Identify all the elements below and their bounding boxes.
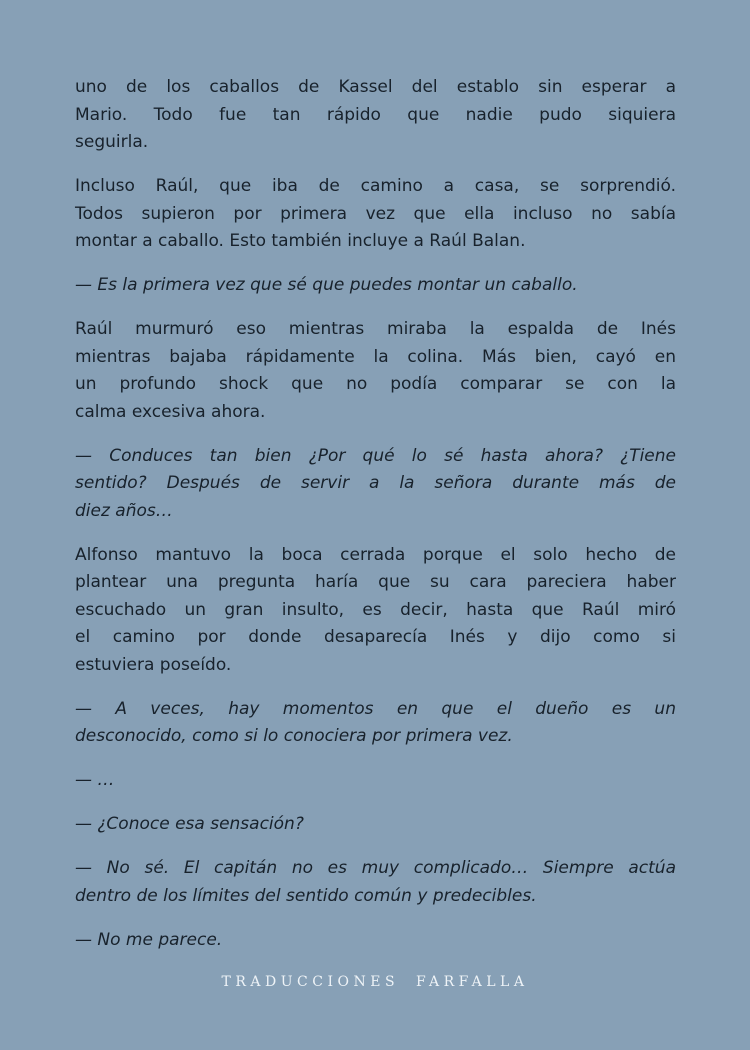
text-line: Mario. Todo fue tan rápido que nadie pudo siquiera <box>75 104 676 125</box>
text-line: escuchado un gran insulto, es decir, hasta que Raúl miró <box>75 599 676 620</box>
text-line: Todos supieron por primera vez que ella incluso no sabía <box>75 203 676 224</box>
publisher-footer: TRADUCCIONES FARFALLA <box>221 974 529 990</box>
narration-paragraph <box>75 316 676 426</box>
dialogue-paragraph <box>75 855 676 910</box>
text-line: — No sé. El capitán no es muy complicado… Siempre actúa <box>75 858 676 878</box>
text-line: — No me parece. <box>75 929 223 950</box>
text-line: dentro de los límites del sentido común y predecibles. <box>75 885 537 906</box>
text-line: desconocido, como si lo conociera por primera vez. <box>75 726 513 746</box>
text-line: — A veces, hay momentos en que el dueño es un <box>75 698 676 719</box>
text-line: Raúl murmuró eso mientras miraba la espalda de Inés <box>75 319 676 339</box>
text-line: montar a caballo. Esto también incluye a Raúl Balan. <box>75 231 526 251</box>
dialogue-paragraph <box>75 272 676 300</box>
text-line: — ¿Conoce esa sensación? <box>75 814 304 834</box>
dialogue-paragraph <box>75 811 676 839</box>
narration-paragraph <box>75 542 676 680</box>
page-body <box>75 74 676 971</box>
text-line: estuviera poseído. <box>75 654 232 675</box>
narration-paragraph <box>75 74 676 157</box>
text-line: uno de los caballos de Kassel del establo sin esperar a <box>75 77 676 97</box>
dialogue-paragraph <box>75 443 676 526</box>
narration-paragraph <box>75 173 676 256</box>
text-line: — Conduces tan bien ¿Por qué lo sé hasta ahora? ¿Tiene <box>75 445 676 466</box>
text-line: mientras bajaba rápidamente la colina. Más bien, cayó en <box>75 346 676 367</box>
text-line: Incluso Raúl, que iba de camino a casa, se sorprendió. <box>75 176 676 196</box>
text-line: el camino por donde desaparecía Inés y dijo como si <box>75 627 676 647</box>
text-line: sentido? Después de servir a la señora durante más de <box>75 473 676 493</box>
dialogue-paragraph <box>75 927 676 955</box>
text-line: diez años… <box>75 500 173 521</box>
text-line: plantear una pregunta haría que su cara pareciera haber <box>75 572 676 592</box>
text-line: calma excesiva ahora. <box>75 401 266 422</box>
text-line: Alfonso mantuvo la boca cerrada porque el solo hecho de <box>75 544 676 565</box>
text-line: — Es la primera vez que sé que puedes montar un caballo. <box>75 275 578 295</box>
text-line: — … <box>75 770 115 790</box>
text-line: un profundo shock que no podía comparar se con la <box>75 374 676 394</box>
text-line: seguirla. <box>75 132 149 152</box>
dialogue-paragraph <box>75 767 676 795</box>
dialogue-paragraph <box>75 696 676 751</box>
